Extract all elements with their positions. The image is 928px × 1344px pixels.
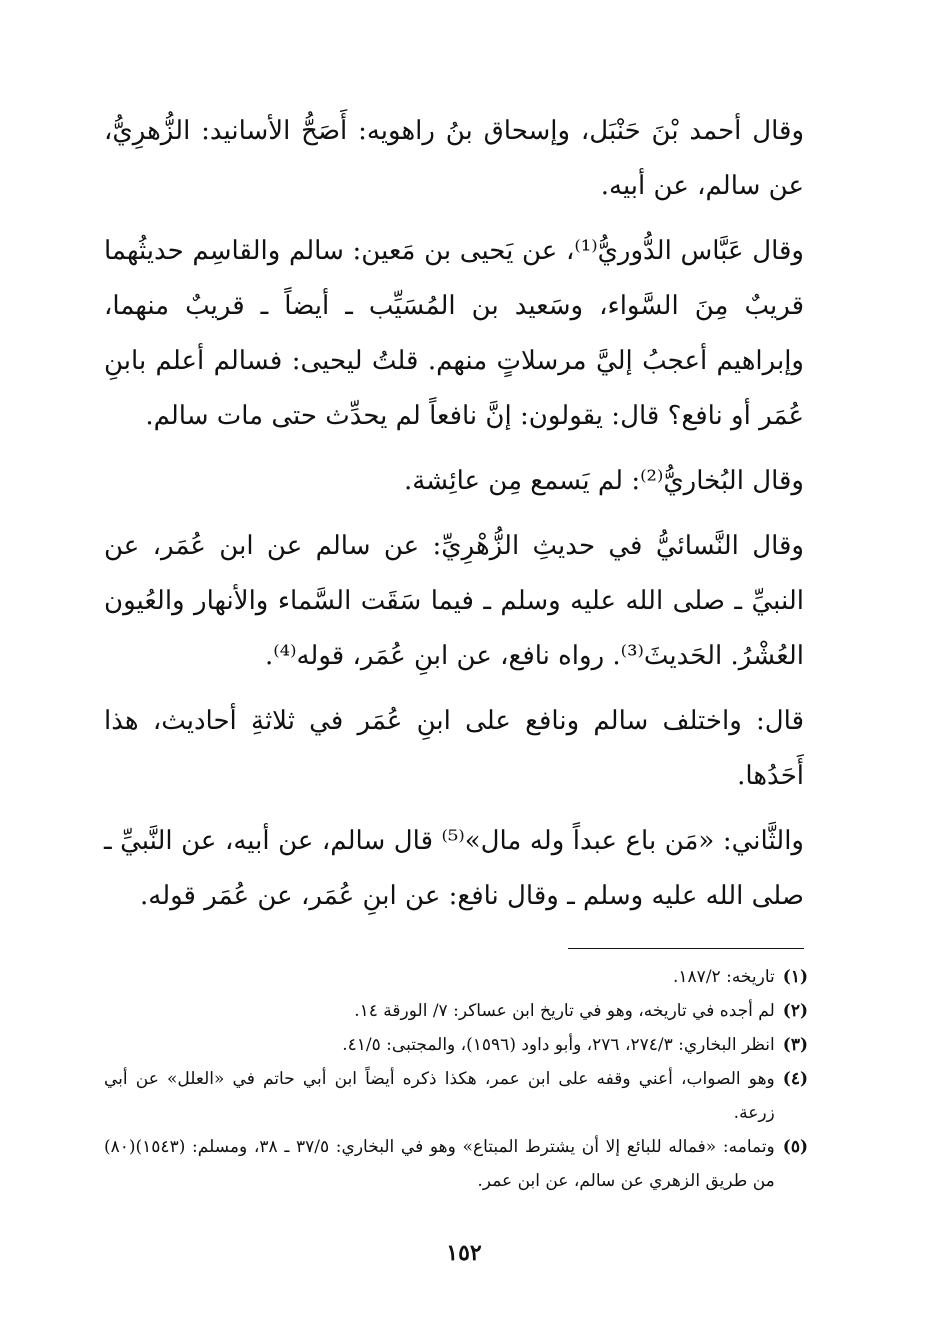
paragraph-4: وقال النَّسائيُّ في حديثِ الزُّهْرِيِّ: عن سالم عن ابن عُمَر، عن النبيِّ ـ صلى الله عليه وسلم ـ فيما سَقَت السَّماء والأنهار والعُيون العُشْرُ. الحَديثَ⁽³⁾. رواه نافع، عن ابنِ عُمَر، قوله⁽⁴⁾. [104,531,804,671]
footnote-1 [104,960,808,994]
paragraph-3: وقال البُخاريُّ⁽²⁾: لم يَسمع مِن عائِشة. [403,466,804,496]
footnote-text: وتمامه: «فماله للبائع إلا أن يشترط المبتاع» وهو في البخاري: ٣٧/٥ ـ ٣٨، ومسلم: (١٥٤٣)(٨٠) من طريق الزهري عن سالم، عن ابن عمر. [104,1137,775,1191]
paragraph-6: والثَّاني: «مَن باع عبداً وله مال»⁽⁵⁾ قال سالم، عن أبيه، عن النَّبيِّ ـ صلى الله عليه وسلم ـ وقال نافع: عن ابنِ عُمَر، عن عُمَر قوله. [104,826,804,911]
footnote-3 [104,1028,808,1062]
paragraph-5: قال: واختلف سالم ونافع على ابنِ عُمَر في ثلاثةِ أحاديث، هذا أَحَدُها. [104,706,804,791]
footnote-text: تاريخه: ١٨٧/٢. [673,967,775,987]
footnote-number: (٤) [782,1069,808,1089]
paragraph-2: وقال عَبَّاس الدُّوريُّ⁽¹⁾، عن يَحيى بن مَعين: سالم والقاسِم حديثُهما قريبٌ مِنَ السَّواء، وسَعيد بن المُسَيِّب ـ أيضاً ـ قريبٌ منهما، وإبراهيم أعجبُ إليَّ مرسلاتٍ منهم. قلتُ ليحيى: فسالم أعلم بابنِ عُمَر أو نافع؟ قال: يقولون: إنَّ نافعاً لم يحدِّث حتى مات سالم. [104,236,804,431]
footnote-number: (٢) [782,1001,808,1021]
footnote-number: (١) [782,967,808,987]
footnote-number: (٥) [782,1137,808,1157]
page-number: ١٥٢ [446,1240,482,1266]
footnote-text: انظر البخاري: ٢٧٤/٣، ٢٧٦، وأبو داود (١٥٩٦)، والمجتبى: ٤١/٥. [342,1035,775,1055]
footnote-2 [104,994,808,1028]
paragraph-1: وقال أحمد بْنَ حَنْبَل، وإسحاق بنُ راهويه: أَصَحُّ الأسانيد: الزُّهرِيُّ، عن سالم، عن أبيه. [104,116,804,201]
footnote-4 [104,1062,808,1130]
footnote-5 [104,1130,808,1198]
footnote-text: لم أجده في تاريخه، وهو في تاريخ ابن عساكر: ٧/ الورقة ١٤. [354,1001,775,1021]
main-text [104,104,804,934]
footnotes [104,960,808,1198]
footnote-text: وهو الصواب، أعني وقفه على ابن عمر، هكذا ذكره أيضاً ابن أبي حاتم في «العلل» عن أبي زرعة. [104,1069,775,1123]
footnote-number: (٣) [782,1035,808,1055]
footnote-separator [568,948,804,949]
